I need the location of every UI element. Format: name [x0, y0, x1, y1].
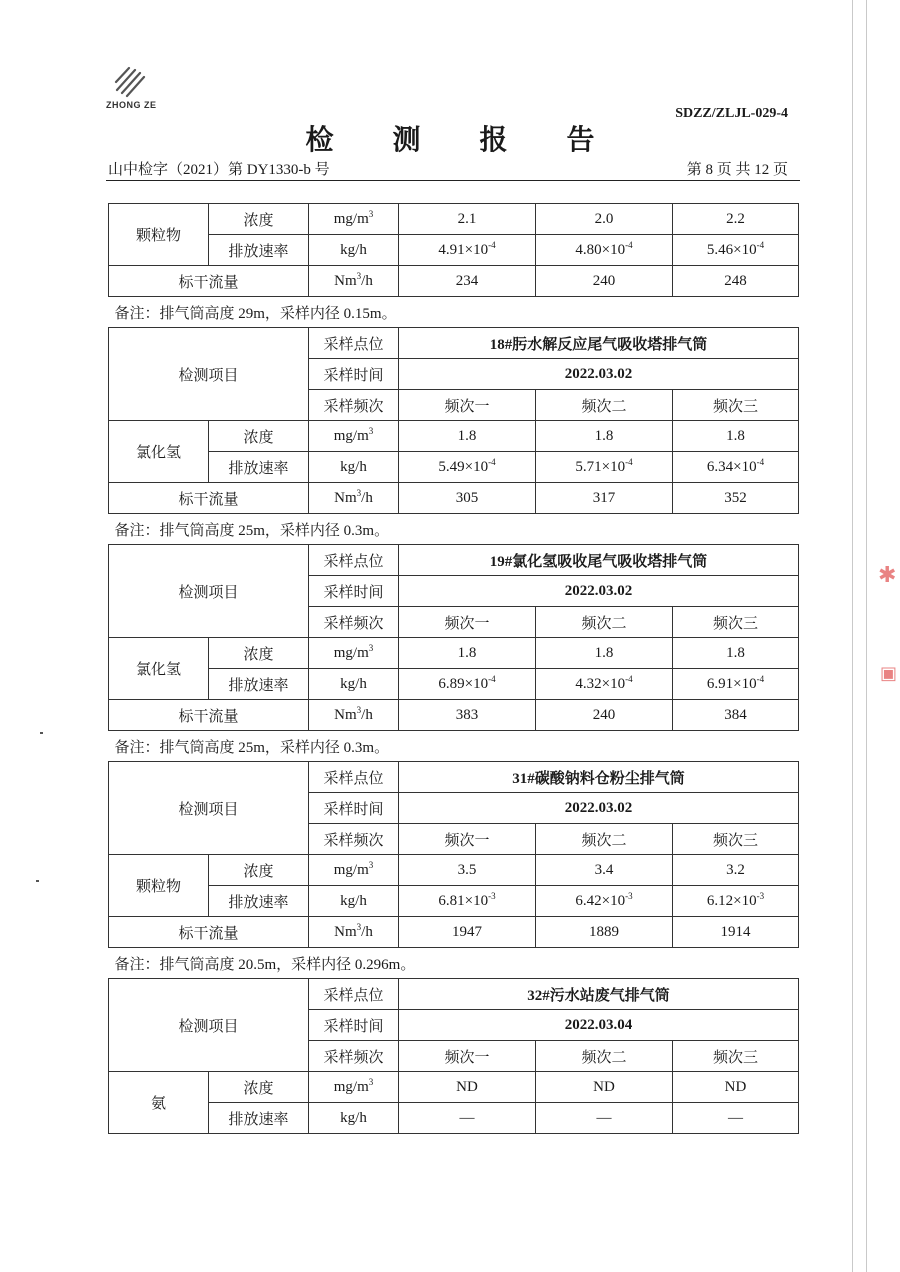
- frequency-header: 频次三: [673, 390, 799, 421]
- measured-value-exponent: -3: [756, 890, 765, 901]
- flow-value: 1889: [536, 917, 673, 948]
- document-code: SDZZ/ZLJL-029-4: [675, 106, 788, 121]
- remark-note: 备注：排气筒高度 20.5m，采样内径 0.296m。: [109, 948, 799, 979]
- measured-value: [673, 421, 799, 452]
- measured-value: [536, 1103, 673, 1134]
- table-row: [109, 545, 799, 576]
- table-row: [109, 700, 799, 731]
- measured-value-base: 1.8: [594, 644, 614, 661]
- table-row: [109, 1072, 799, 1103]
- remark-note: 备注：排气筒高度 25m，采样内径 0.3m。: [109, 514, 799, 545]
- sampling-point-label: 采样点位: [309, 545, 399, 576]
- flow-unit-exponent: 3: [356, 704, 362, 715]
- measured-value: [673, 669, 799, 700]
- pollutant-name: 氯化氢: [109, 421, 209, 483]
- flow-label: 标干流量: [109, 266, 309, 297]
- measured-value-base: 4.80×10: [575, 241, 626, 258]
- table-row: [109, 452, 799, 483]
- metric-unit-base: mg/m: [333, 427, 369, 444]
- metric-unit-exponent: 3: [368, 425, 374, 436]
- metric-unit-base: mg/m: [333, 644, 369, 661]
- pollutant-name: 氯化氢: [109, 638, 209, 700]
- measured-value-exponent: -4: [756, 456, 765, 467]
- table-row: [109, 483, 799, 514]
- metric-unit: [309, 1072, 399, 1103]
- flow-unit-tail: /h: [361, 272, 373, 289]
- flow-label: 标干流量: [109, 700, 309, 731]
- results-table: [108, 203, 799, 1134]
- measured-value-base: —: [728, 1109, 743, 1126]
- metric-unit-base: kg/h: [340, 1109, 367, 1126]
- page-info: 第 8 页 共 12 页: [686, 162, 788, 178]
- flow-label: 标干流量: [109, 483, 309, 514]
- measured-value: [536, 204, 673, 235]
- sampling-point-value: 32#污水站废气排气筒: [399, 979, 799, 1010]
- measured-value-base: 1.8: [457, 644, 477, 661]
- sampling-time-label: 采样时间: [309, 576, 399, 607]
- frequency-header: 频次二: [536, 607, 673, 638]
- flow-unit-base: Nm: [334, 272, 357, 289]
- metric-unit-base: mg/m: [333, 861, 369, 878]
- frequency-header: 频次一: [399, 1041, 536, 1072]
- scan-speck: [36, 880, 39, 882]
- logo-text: ZHONG ZE: [106, 100, 157, 110]
- flow-unit-tail: /h: [361, 923, 373, 940]
- metric-unit-base: kg/h: [340, 458, 367, 475]
- frequency-header: 频次一: [399, 824, 536, 855]
- measured-value-base: 6.42×10: [575, 892, 626, 909]
- flow-value: 305: [399, 483, 536, 514]
- sampling-frequency-label: 采样频次: [309, 390, 399, 421]
- measured-value-base: 3.4: [594, 861, 614, 878]
- metric-name: 浓度: [209, 855, 309, 886]
- measured-value: [536, 1072, 673, 1103]
- metric-name: 排放速率: [209, 1103, 309, 1134]
- frequency-header: 频次一: [399, 390, 536, 421]
- metric-unit: [309, 421, 399, 452]
- metric-unit: [309, 669, 399, 700]
- flow-value: 234: [399, 266, 536, 297]
- sampling-point-value: 31#碳酸钠料仓粉尘排气筒: [399, 762, 799, 793]
- sampling-frequency-label: 采样频次: [309, 824, 399, 855]
- sampling-time-label: 采样时间: [309, 1010, 399, 1041]
- flow-unit-exponent: 3: [356, 487, 362, 498]
- metric-name: 排放速率: [209, 452, 309, 483]
- metric-unit: [309, 235, 399, 266]
- flow-unit-exponent: 3: [356, 921, 362, 932]
- flow-unit-base: Nm: [334, 706, 357, 723]
- measured-value-base: ND: [724, 1078, 747, 1095]
- metric-unit-base: kg/h: [340, 241, 367, 258]
- table-row: [109, 669, 799, 700]
- frequency-header: 频次三: [673, 824, 799, 855]
- metric-unit-base: kg/h: [340, 675, 367, 692]
- metric-name: 排放速率: [209, 235, 309, 266]
- measured-value-base: 3.5: [457, 861, 477, 878]
- metric-unit-exponent: 3: [368, 1076, 374, 1087]
- measured-value-exponent: -4: [625, 239, 633, 250]
- report-title: 检 测 报 告: [305, 125, 621, 156]
- metric-name: 浓度: [209, 204, 309, 235]
- measured-value: [399, 1103, 536, 1134]
- flow-unit-base: Nm: [334, 923, 357, 940]
- measured-value-base: —: [459, 1109, 475, 1126]
- measured-value-base: 5.46×10: [706, 241, 757, 258]
- scan-edge-line: [866, 0, 867, 1272]
- flow-unit-tail: /h: [361, 706, 373, 723]
- metric-unit: [309, 638, 399, 669]
- table-row: [109, 1103, 799, 1134]
- measured-value: [673, 638, 799, 669]
- table-row: [109, 979, 799, 1010]
- table-row: [109, 948, 799, 979]
- measured-value: [399, 669, 536, 700]
- metric-unit-base: kg/h: [340, 892, 367, 909]
- measured-value-base: 2.2: [726, 210, 745, 227]
- table-row: [109, 638, 799, 669]
- sampling-point-value: 19#氯化氢吸收尾气吸收塔排气筒: [399, 545, 799, 576]
- table-row: [109, 731, 799, 762]
- measured-value: [536, 669, 673, 700]
- measured-value-exponent: -3: [488, 890, 496, 901]
- measured-value-exponent: -4: [625, 673, 633, 684]
- frequency-header: 频次二: [536, 1041, 673, 1072]
- scan-edge-line: [852, 0, 853, 1272]
- metric-unit-exponent: 3: [368, 642, 374, 653]
- flow-unit-exponent: 3: [356, 270, 362, 281]
- measured-value: [536, 855, 673, 886]
- sampling-frequency-label: 采样频次: [309, 1041, 399, 1072]
- sampling-frequency-label: 采样频次: [309, 607, 399, 638]
- measured-value-base: 6.34×10: [706, 458, 757, 475]
- measured-value: [673, 1072, 799, 1103]
- table-row: [109, 421, 799, 452]
- report-number: 山中检字（2021）第 DY1330-b 号: [108, 162, 330, 178]
- metric-unit-exponent: 3: [368, 208, 374, 219]
- pollutant-name: 颗粒物: [109, 855, 209, 917]
- measured-value-base: ND: [593, 1078, 615, 1095]
- measured-value-base: 6.81×10: [438, 892, 489, 909]
- measured-value-base: 1.8: [457, 427, 477, 444]
- measured-value-exponent: -4: [488, 673, 496, 684]
- metric-name: 浓度: [209, 638, 309, 669]
- table-row: [109, 514, 799, 545]
- flow-label: 标干流量: [109, 917, 309, 948]
- measured-value: [536, 638, 673, 669]
- detection-item-label: 检测项目: [109, 328, 309, 421]
- flow-value: 383: [399, 700, 536, 731]
- table-row: [109, 328, 799, 359]
- flow-value: 317: [536, 483, 673, 514]
- measured-value: [399, 1072, 536, 1103]
- sampling-time-value: 2022.03.02: [399, 793, 799, 824]
- metric-unit-base: mg/m: [333, 210, 369, 227]
- frequency-header: 频次三: [673, 1041, 799, 1072]
- sampling-time-label: 采样时间: [309, 793, 399, 824]
- measured-value-base: 6.12×10: [706, 892, 757, 909]
- flow-value: 240: [536, 700, 673, 731]
- flow-value: 248: [673, 266, 799, 297]
- metric-unit-base: mg/m: [333, 1078, 369, 1095]
- measured-value-base: 1.8: [726, 427, 745, 444]
- measured-value-exponent: -4: [756, 673, 765, 684]
- pollutant-name: 氨: [109, 1072, 209, 1134]
- measured-value-base: 6.89×10: [438, 675, 489, 692]
- metric-unit: [309, 452, 399, 483]
- scan-speck: [40, 732, 43, 734]
- frequency-header: 频次一: [399, 607, 536, 638]
- metric-unit: [309, 204, 399, 235]
- flow-unit: [309, 700, 399, 731]
- table-row: [109, 204, 799, 235]
- measured-value: [536, 886, 673, 917]
- flow-value: 240: [536, 266, 673, 297]
- flow-value: 384: [673, 700, 799, 731]
- measured-value: [536, 235, 673, 266]
- metric-name: 浓度: [209, 1072, 309, 1103]
- measured-value: [536, 452, 673, 483]
- metric-name: 排放速率: [209, 669, 309, 700]
- metric-unit: [309, 886, 399, 917]
- measured-value-exponent: -3: [625, 890, 633, 901]
- table-row: [109, 917, 799, 948]
- measured-value-base: 4.91×10: [438, 241, 489, 258]
- measured-value: [399, 421, 536, 452]
- table-row: [109, 297, 799, 328]
- measured-value: [673, 855, 799, 886]
- frequency-header: 频次三: [673, 607, 799, 638]
- table-row: [109, 235, 799, 266]
- metric-unit-exponent: 3: [368, 859, 374, 870]
- measured-value: [673, 886, 799, 917]
- metric-name: 排放速率: [209, 886, 309, 917]
- measured-value-base: 6.91×10: [706, 675, 757, 692]
- table-row: [109, 266, 799, 297]
- measured-value-exponent: -4: [625, 456, 633, 467]
- flow-unit: [309, 483, 399, 514]
- flow-unit-base: Nm: [334, 489, 357, 506]
- measured-value-base: ND: [456, 1078, 478, 1095]
- measured-value-base: 1.8: [594, 427, 614, 444]
- flow-unit: [309, 917, 399, 948]
- table-row: [109, 886, 799, 917]
- pollutant-name: 颗粒物: [109, 204, 209, 266]
- measured-value: [399, 235, 536, 266]
- measured-value: [673, 204, 799, 235]
- measured-value: [673, 452, 799, 483]
- measured-value-exponent: -4: [488, 456, 496, 467]
- sampling-time-label: 采样时间: [309, 359, 399, 390]
- sampling-point-label: 采样点位: [309, 979, 399, 1010]
- measured-value: [536, 421, 673, 452]
- sampling-time-value: 2022.03.02: [399, 359, 799, 390]
- header-rule: [106, 180, 800, 181]
- frequency-header: 频次二: [536, 824, 673, 855]
- metric-unit: [309, 1103, 399, 1134]
- flow-value: 1914: [673, 917, 799, 948]
- measured-value-base: 4.32×10: [575, 675, 626, 692]
- measured-value-base: 2.0: [594, 210, 614, 227]
- measured-value: [673, 1103, 799, 1134]
- sampling-time-value: 2022.03.04: [399, 1010, 799, 1041]
- measured-value: [673, 235, 799, 266]
- flow-unit-tail: /h: [361, 489, 373, 506]
- table-row: [109, 855, 799, 886]
- remark-note: 备注：排气筒高度 29m，采样内径 0.15m。: [109, 297, 799, 328]
- measured-value: [399, 204, 536, 235]
- detection-item-label: 检测项目: [109, 979, 309, 1072]
- frequency-header: 频次二: [536, 390, 673, 421]
- logo-stripes-icon: [113, 64, 147, 98]
- measured-value: [399, 855, 536, 886]
- sampling-point-label: 采样点位: [309, 762, 399, 793]
- seal-stamp-edge: ✱ ▣: [878, 563, 898, 684]
- measured-value-exponent: -4: [756, 239, 765, 250]
- detection-item-label: 检测项目: [109, 762, 309, 855]
- measured-value: [399, 886, 536, 917]
- measured-value-base: 5.49×10: [438, 458, 489, 475]
- measured-value-base: 5.71×10: [575, 458, 626, 475]
- metric-name: 浓度: [209, 421, 309, 452]
- flow-value: 352: [673, 483, 799, 514]
- remark-note: 备注：排气筒高度 25m，采样内径 0.3m。: [109, 731, 799, 762]
- measured-value-base: 1.8: [726, 644, 745, 661]
- measured-value-base: —: [596, 1109, 612, 1126]
- sampling-time-value: 2022.03.02: [399, 576, 799, 607]
- detection-item-label: 检测项目: [109, 545, 309, 638]
- measured-value-base: 3.2: [726, 861, 745, 878]
- flow-unit: [309, 266, 399, 297]
- table-row: [109, 762, 799, 793]
- metric-unit: [309, 855, 399, 886]
- measured-value: [399, 452, 536, 483]
- company-logo: [106, 64, 157, 110]
- measured-value-base: 2.1: [457, 210, 477, 227]
- sampling-point-value: 18#肟水解反应尾气吸收塔排气筒: [399, 328, 799, 359]
- sampling-point-label: 采样点位: [309, 328, 399, 359]
- measured-value-exponent: -4: [488, 239, 496, 250]
- flow-value: 1947: [399, 917, 536, 948]
- measured-value: [399, 638, 536, 669]
